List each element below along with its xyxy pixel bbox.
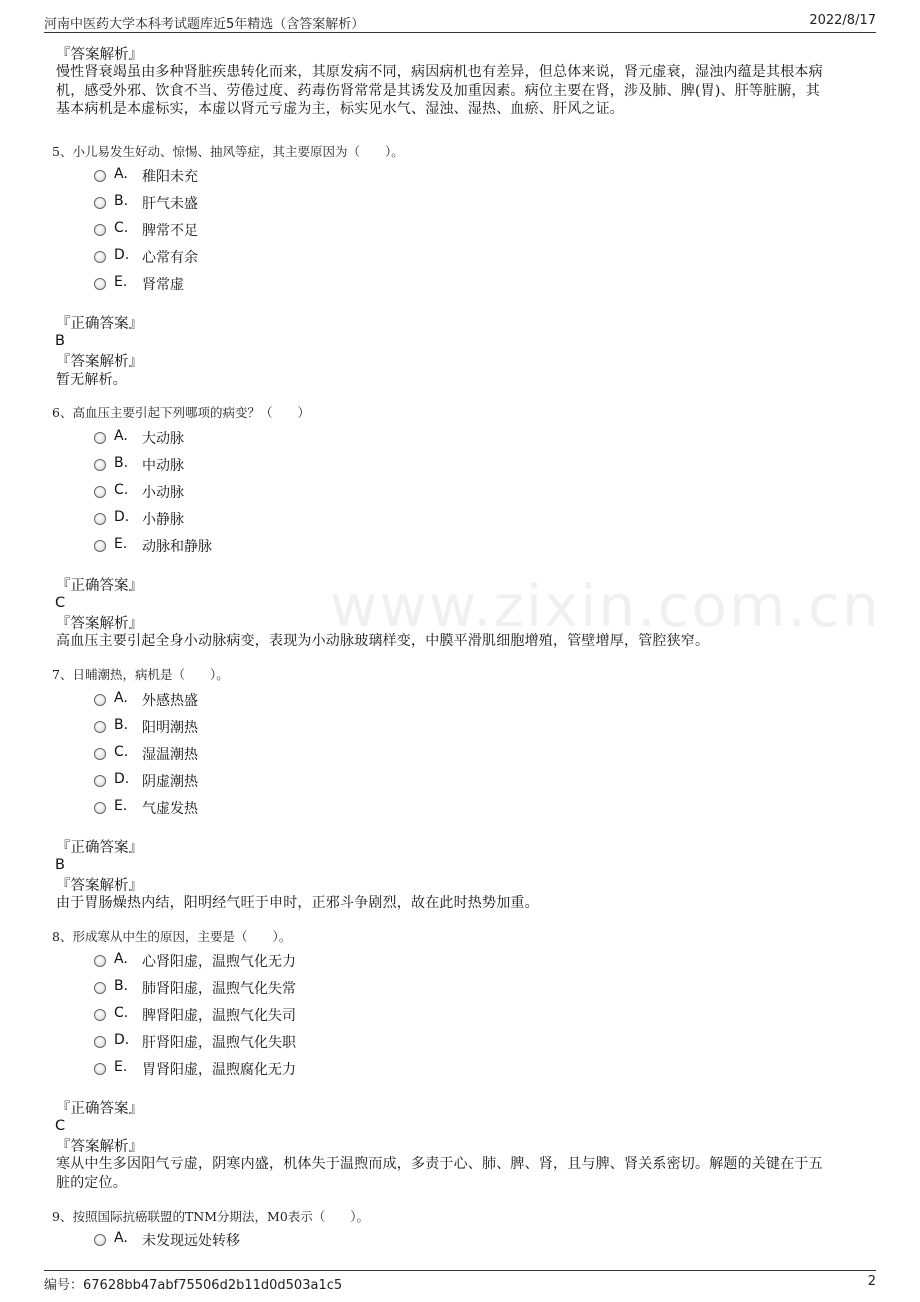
option-letter: C. <box>114 482 129 498</box>
radio-icon[interactable] <box>94 1036 106 1048</box>
analysis-label: 『答案解析』 <box>56 878 143 894</box>
analysis-line: 寒从中生多因阳气亏虚，阴寒内盛，机体失于温煦而成，多责于心、肺、脾、肾，且与脾、肾关系密切。解题的关键在于五 <box>56 1156 823 1172</box>
option-letter: C. <box>114 220 129 236</box>
analysis-text <box>56 632 864 651</box>
option-letter: D. <box>114 1032 130 1048</box>
option-text: 未发现远处转移 <box>142 1233 240 1249</box>
option-text: 大动脉 <box>142 431 184 447</box>
correct-answer: B <box>55 857 65 873</box>
option-text: 肝气未盛 <box>142 196 198 212</box>
option-text: 阳明潮热 <box>142 720 198 736</box>
option-text: 胃肾阳虚，温煦腐化无力 <box>142 1062 296 1078</box>
page-number: 2 <box>867 1274 876 1289</box>
radio-icon[interactable] <box>94 721 106 733</box>
option-letter: B. <box>114 193 129 209</box>
document-title: 河南中医药大学本科考试题库近5年精选（含答案解析） <box>44 17 365 32</box>
answer-label: 『正确答案』 <box>56 1101 143 1117</box>
analysis-text <box>56 63 864 119</box>
option-text: 外感热盛 <box>142 693 198 709</box>
analysis-line: 由于胃肠燥热内结，阳明经气旺于申时，正邪斗争剧烈，故在此时热势加重。 <box>56 895 539 911</box>
document-id-value: 67628bb47abf75506d2b11d0d503a1c5 <box>83 1278 343 1293</box>
answer-label: 『正确答案』 <box>56 578 143 594</box>
radio-icon[interactable] <box>94 197 106 209</box>
option-letter: B. <box>114 978 129 994</box>
question-text: 7、日晡潮热，病机是（ ）。 <box>52 667 229 682</box>
option-text: 湿温潮热 <box>142 747 198 763</box>
option-text: 动脉和静脉 <box>142 539 212 555</box>
option-text: 脾常不足 <box>142 223 198 239</box>
option-letter: A. <box>114 690 128 706</box>
option-letter: B. <box>114 455 129 471</box>
analysis-label: 『答案解析』 <box>56 354 143 370</box>
radio-icon[interactable] <box>94 170 106 182</box>
question-text: 8、形成寒从中生的原因，主要是（ ）。 <box>52 929 292 944</box>
radio-icon[interactable] <box>94 1063 106 1075</box>
radio-icon[interactable] <box>94 486 106 498</box>
radio-icon[interactable] <box>94 459 106 471</box>
radio-icon[interactable] <box>94 540 106 552</box>
radio-icon[interactable] <box>94 513 106 525</box>
question-text: 6、高血压主要引起下列哪项的病变？（ ） <box>52 405 310 420</box>
page-footer <box>44 1270 876 1293</box>
radio-icon[interactable] <box>94 982 106 994</box>
option-text: 小动脉 <box>142 485 184 501</box>
analysis-text <box>56 371 864 390</box>
option-letter: D. <box>114 247 130 263</box>
radio-icon[interactable] <box>94 278 106 290</box>
option-letter: A. <box>114 428 128 444</box>
analysis-line: 高血压主要引起全身小动脉病变，表现为小动脉玻璃样变，中膜平滑肌细胞增殖，管壁增厚，管腔狭窄。 <box>56 633 710 649</box>
analysis-label: 『答案解析』 <box>56 616 143 632</box>
correct-answer: B <box>55 333 65 349</box>
option-letter: C. <box>114 1005 129 1021</box>
option-text: 阴虚潮热 <box>142 774 198 790</box>
option-letter: E. <box>114 798 128 814</box>
radio-icon[interactable] <box>94 802 106 814</box>
document-id <box>44 1274 342 1293</box>
correct-answer: C <box>55 1118 66 1134</box>
option-letter: E. <box>114 274 128 290</box>
option-letter: A. <box>114 166 128 182</box>
option-letter: D. <box>114 771 130 787</box>
option-letter: E. <box>114 1059 128 1075</box>
option-text: 肺肾阳虚，温煦气化失常 <box>142 981 296 997</box>
document-date: 2022/8/17 <box>809 13 876 28</box>
page-header <box>44 10 876 33</box>
analysis-text <box>56 1155 864 1192</box>
radio-icon[interactable] <box>94 432 106 444</box>
analysis-label: 『答案解析』 <box>56 1139 143 1155</box>
analysis-line: 慢性肾衰竭虽由多种肾脏疾患转化而来，其原发病不同，病因病机也有差异，但总体来说，肾元虚衰，湿浊内蕴是其根本病 <box>56 64 823 80</box>
analysis-text <box>56 894 864 913</box>
analysis-label: 『答案解析』 <box>56 47 143 63</box>
option-text: 气虚发热 <box>142 801 198 817</box>
answer-label: 『正确答案』 <box>56 316 143 332</box>
option-letter: C. <box>114 744 129 760</box>
analysis-line: 暂无解析。 <box>56 372 127 388</box>
option-text: 心肾阳虚，温煦气化无力 <box>142 954 296 970</box>
document-id-label: 编号： <box>44 1278 84 1293</box>
analysis-line: 基本病机是本虚标实，本虚以肾元亏虚为主，标实见水气、湿浊、湿热、血瘀、肝风之证。 <box>56 101 624 117</box>
correct-answer: C <box>55 595 66 611</box>
option-letter: D. <box>114 509 130 525</box>
radio-icon[interactable] <box>94 955 106 967</box>
radio-icon[interactable] <box>94 694 106 706</box>
radio-icon[interactable] <box>94 224 106 236</box>
watermark: www.zixin.com.cn <box>330 572 881 640</box>
option-text: 肾常虚 <box>142 277 184 293</box>
option-letter: B. <box>114 717 129 733</box>
analysis-line: 脏的定位。 <box>56 1174 127 1191</box>
option-text: 肝肾阳虚，温煦气化失职 <box>142 1035 296 1051</box>
option-letter: A. <box>114 1230 128 1246</box>
question-text: 9、按照国际抗癌联盟的TNM分期法，M0表示（ ）。 <box>52 1209 370 1224</box>
option-letter: A. <box>114 951 128 967</box>
option-text: 中动脉 <box>142 458 184 474</box>
option-text: 稚阳未充 <box>142 169 198 185</box>
radio-icon[interactable] <box>94 1009 106 1021</box>
radio-icon[interactable] <box>94 775 106 787</box>
radio-icon[interactable] <box>94 251 106 263</box>
analysis-line: 机，感受外邪、饮食不当、劳倦过度、药毒伤肾常常是其诱发及加重因素。病位主要在肾，涉及肺、脾(胃)、肝等脏腑，其 <box>56 82 820 99</box>
option-text: 心常有余 <box>142 250 198 266</box>
radio-icon[interactable] <box>94 1234 106 1246</box>
question-text: 5、小儿易发生好动、惊惕、抽风等症，其主要原因为（ ）。 <box>52 144 404 159</box>
option-text: 脾肾阳虚，温煦气化失司 <box>142 1008 296 1024</box>
answer-label: 『正确答案』 <box>56 840 143 856</box>
option-text: 小静脉 <box>142 512 184 528</box>
radio-icon[interactable] <box>94 748 106 760</box>
option-letter: E. <box>114 536 128 552</box>
